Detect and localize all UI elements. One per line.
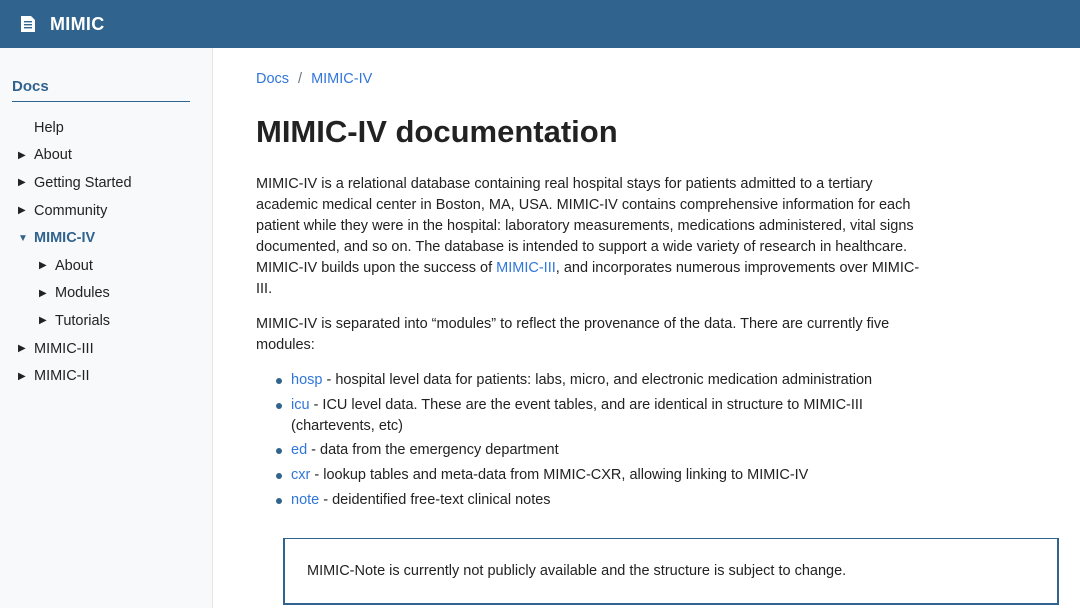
caret-down-icon[interactable]: ▼ — [18, 232, 28, 244]
breadcrumb — [256, 71, 372, 87]
sidebar-item-label: About — [55, 257, 93, 274]
sidebar-item-label: MIMIC-II — [34, 368, 90, 385]
sidebar-item-label: Help — [34, 119, 64, 136]
caret-right-icon[interactable]: ▶ — [18, 177, 26, 189]
caret-right-icon[interactable]: ▶ — [39, 260, 47, 272]
sidebar — [0, 48, 213, 608]
modules-list — [276, 370, 916, 514]
bullet-icon — [276, 473, 282, 479]
intro-paragraph — [256, 174, 924, 300]
list-item — [276, 465, 916, 486]
intro-text: MIMIC-IV is a relational database containing real hospital stays for patients admitted to a tertiary academic medical center in Boston, MA, USA. MIMIC-IV contains comprehensive information for each patient while they were in the hospital: laboratory measurements, medications administered, vital signs documented, and so on. The database is intended to support a wide variety of research in healthcare. MIMIC-IV builds upon the success of — [256, 176, 914, 276]
sidebar-item-label: Modules — [55, 285, 110, 302]
caret-right-icon[interactable]: ▶ — [18, 370, 26, 382]
bullet-icon — [276, 498, 282, 504]
page-title: MIMIC-IV documentation — [256, 114, 618, 149]
sidebar-item-mimic-iii[interactable] — [18, 335, 208, 363]
sidebar-title-docs[interactable]: Docs — [12, 78, 190, 102]
list-item — [276, 490, 916, 511]
sidebar-item-modules[interactable] — [18, 280, 208, 308]
breadcrumb-mimic-iv-link[interactable]: MIMIC-IV — [311, 71, 373, 87]
sidebar-item-about[interactable] — [18, 142, 208, 170]
mimic-iii-link[interactable]: MIMIC-III — [496, 260, 556, 276]
sidebar-nav — [18, 114, 208, 390]
sidebar-item-label: About — [34, 147, 72, 164]
list-item — [276, 440, 916, 461]
caret-right-icon[interactable]: ▶ — [18, 343, 26, 355]
module-desc: - hospital level data for patients: labs, micro, and electronic medication administration — [322, 372, 873, 388]
module-link-cxr[interactable]: cxr — [291, 467, 311, 484]
caret-right-icon[interactable]: ▶ — [39, 287, 47, 299]
sidebar-item-mimic-ii[interactable] — [18, 362, 208, 390]
module-link-ed[interactable]: ed — [291, 442, 308, 459]
module-link-icu[interactable]: icu — [291, 396, 310, 413]
module-desc: - lookup tables and meta-data from MIMIC-CXR, allowing linking to MIMIC-IV — [310, 467, 809, 484]
sidebar-item-mimic-iv-about[interactable] — [18, 252, 208, 280]
module-desc: - data from the emergency department — [307, 442, 559, 459]
breadcrumb-separator: / — [298, 71, 303, 87]
module-desc: - ICU level data. These are the event tables, and are identical in structure to MIMIC-III (chartevents, etc) — [291, 396, 863, 434]
bullet-icon — [276, 448, 282, 454]
sidebar-item-tutorials[interactable] — [18, 307, 208, 335]
alert-text: MIMIC-Note is currently not publicly available and the structure is subject to change. — [307, 563, 847, 579]
top-navbar — [0, 0, 1080, 48]
sidebar-item-help[interactable] — [18, 114, 208, 142]
modules-intro-paragraph: MIMIC-IV is separated into “modules” to reflect the provenance of the data. There are currently five modules: — [256, 316, 890, 353]
caret-right-icon[interactable]: ▶ — [18, 149, 26, 161]
module-link-note[interactable]: note — [291, 491, 320, 508]
brand-link[interactable]: MIMIC — [50, 13, 105, 34]
sidebar-item-label: MIMIC-IV — [34, 230, 96, 247]
breadcrumb-docs-link[interactable]: Docs — [256, 71, 290, 87]
sidebar-item-label: Community — [34, 202, 108, 219]
list-item — [276, 395, 916, 437]
module-desc: - deidentified free-text clinical notes — [319, 491, 551, 508]
document-icon — [20, 15, 36, 33]
sidebar-item-label: MIMIC-III — [34, 340, 94, 357]
sidebar-item-getting-started[interactable] — [18, 169, 208, 197]
module-link-hosp[interactable]: hosp — [291, 372, 323, 388]
bullet-icon — [276, 403, 282, 409]
list-item — [276, 370, 916, 391]
sidebar-item-community[interactable] — [18, 197, 208, 225]
caret-right-icon[interactable]: ▶ — [39, 315, 47, 327]
sidebar-item-label: Getting Started — [34, 174, 132, 191]
intro-text-end: , and incorporates numerous improvements over MIMIC-III. — [256, 260, 920, 297]
sidebar-item-label: Tutorials — [55, 312, 111, 329]
caret-right-icon[interactable]: ▶ — [18, 205, 26, 217]
sidebar-item-mimic-iv[interactable] — [18, 224, 208, 252]
bullet-icon — [276, 378, 282, 384]
notice-alert — [283, 538, 1059, 605]
